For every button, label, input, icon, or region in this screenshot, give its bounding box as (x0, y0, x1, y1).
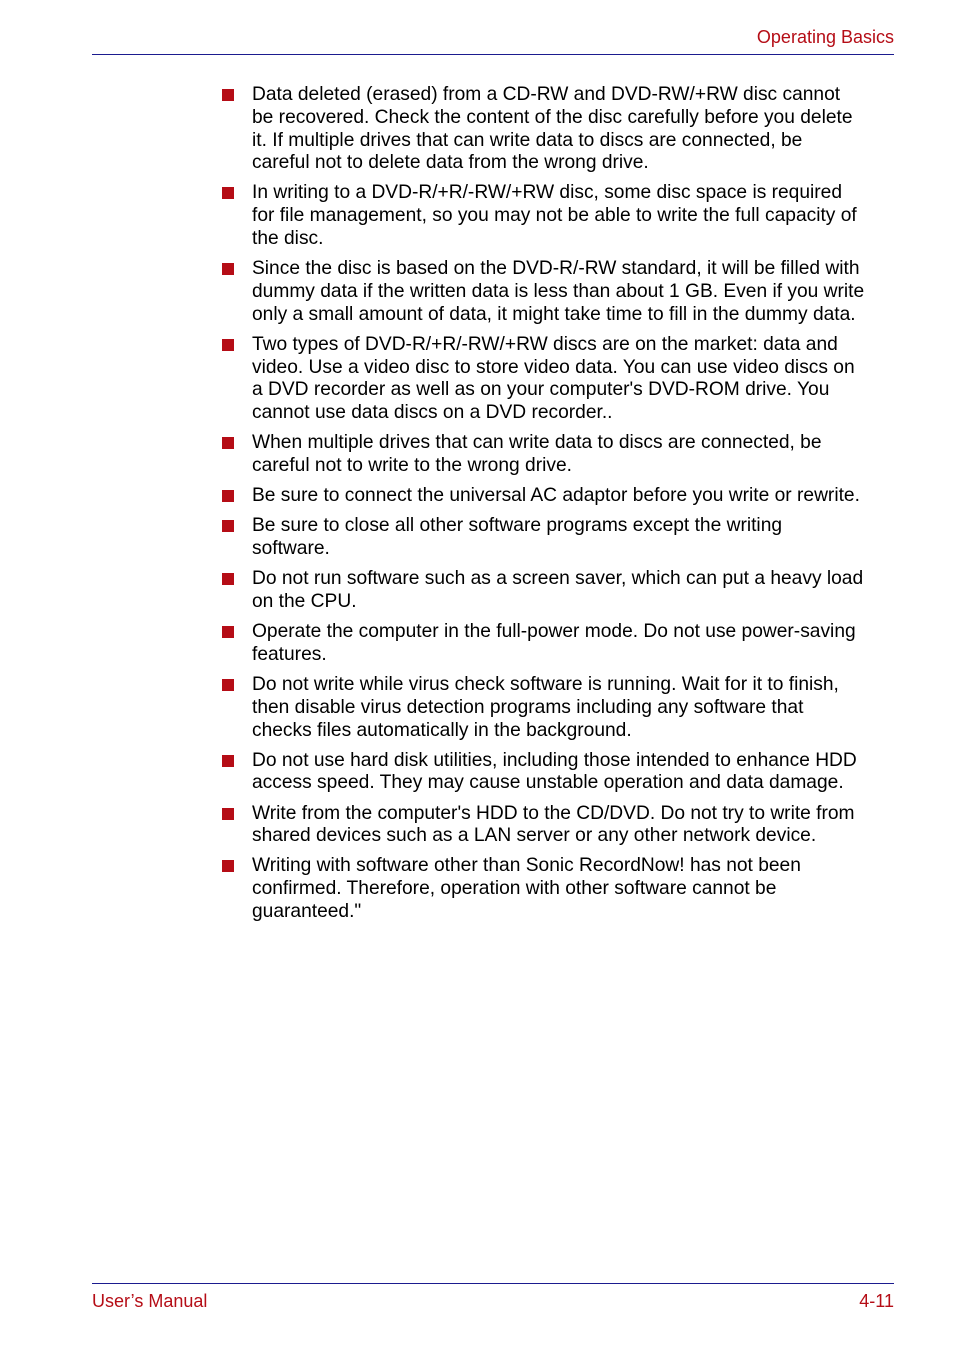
bullet-text-line: Write from the computer's HDD to the CD/DVD. Do not try to write from (252, 802, 855, 824)
page-number: 4-11 (859, 1291, 894, 1311)
bullet-text-line: features. (252, 643, 327, 665)
bullet-text-line: Be sure to connect the universal AC adaptor before you write or rewrite. (252, 485, 860, 507)
bullet-text-line: Be sure to close all other software programs except the writing (252, 515, 783, 537)
bullet-text-line: Writing with software other than Sonic RecordNow! has not been (252, 855, 801, 877)
list-item (221, 182, 901, 250)
square-bullet-icon (222, 490, 234, 502)
bullet-text-line: When multiple drives that can write data to discs are connected, be (252, 432, 822, 454)
square-bullet-icon (222, 755, 234, 767)
square-bullet-icon (222, 339, 234, 351)
running-header-title: Operating Basics (756, 27, 894, 47)
bullet-text-line: it. If multiple drives that can write data to discs are connected, be (252, 129, 803, 151)
list-item (221, 568, 901, 614)
bullet-text-line: checks files automatically in the background. (252, 719, 632, 741)
bullet-text-line: shared devices such as a LAN server or any other network device. (252, 825, 817, 847)
bullet-text-line: on the CPU. (252, 591, 357, 613)
bullet-text-line: then disable virus detection programs including any software that (252, 696, 804, 718)
bullet-text-line: video. Use a video disc to store video data. You can use video discs on (252, 356, 855, 378)
bullet-text-line: cannot use data discs on a DVD recorder.. (252, 402, 613, 424)
bullet-text-line: careful not to write to the wrong drive. (252, 455, 572, 477)
bullet-text-line: the disc. (252, 228, 324, 250)
bullet-text-line: a DVD recorder as well as on your computer's DVD-ROM drive. You (252, 379, 830, 401)
bullet-text-line: careful not to delete data from the wrong drive. (252, 152, 649, 174)
bullet-text-line: Two types of DVD-R/+R/-RW/+RW discs are on the market: data and (252, 333, 838, 355)
square-bullet-icon (222, 626, 234, 638)
list-item (221, 515, 901, 561)
list-item (221, 750, 901, 796)
square-bullet-icon (222, 89, 234, 101)
bullet-text-line: Operate the computer in the full-power mode. Do not use power-saving (252, 621, 856, 643)
square-bullet-icon (222, 520, 234, 532)
list-item (221, 674, 901, 742)
bullet-text-line: Do not write while virus check software is running. Wait for it to finish, (252, 674, 839, 695)
bullet-text-line: dummy data if the written data is less than about 1 GB. Even if you write (252, 280, 865, 302)
list-item (221, 258, 901, 326)
bullet-text-line: Do not run software such as a screen saver, which can put a heavy load (252, 568, 864, 590)
square-bullet-icon (222, 860, 234, 872)
square-bullet-icon (222, 679, 234, 691)
bullet-text-line: software. (252, 538, 330, 560)
bullet-text-line: only a small amount of data, it might take time to fill in the dummy data. (252, 303, 856, 325)
bullet-text-line: Data deleted (erased) from a CD-RW and DVD-RW/+RW disc cannot (252, 84, 841, 105)
list-item (221, 334, 901, 425)
list-item (221, 485, 901, 508)
list-item (221, 621, 901, 667)
list-item (221, 84, 901, 175)
list-item (221, 855, 901, 923)
square-bullet-icon (222, 187, 234, 199)
list-item (221, 432, 901, 478)
square-bullet-icon (222, 573, 234, 585)
square-bullet-icon (222, 263, 234, 275)
bullet-text-line: access speed. They may cause unstable operation and data damage. (252, 772, 844, 794)
footer-manual-title: User’s Manual (92, 1291, 208, 1311)
bullet-list (221, 84, 901, 931)
bullet-text-line: be recovered. Check the content of the disc carefully before you delete (252, 106, 853, 128)
bullet-text-line: Since the disc is based on the DVD-R/-RW standard, it will be filled with (252, 258, 860, 280)
header-divider (92, 54, 894, 55)
bullet-text-line: Do not use hard disk utilities, including those intended to enhance HDD (252, 749, 857, 771)
list-item (221, 803, 901, 849)
square-bullet-icon (222, 808, 234, 820)
square-bullet-icon (222, 437, 234, 449)
footer-divider (92, 1283, 894, 1284)
bullet-text-line: confirmed. Therefore, operation with other software cannot be (252, 878, 777, 900)
bullet-text-line: for file management, so you may not be able to write the full capacity of (252, 205, 857, 227)
bullet-text-line: In writing to a DVD-R/+R/-RW/+RW disc, some disc space is required (252, 182, 843, 204)
bullet-text-line: guaranteed." (252, 901, 362, 923)
